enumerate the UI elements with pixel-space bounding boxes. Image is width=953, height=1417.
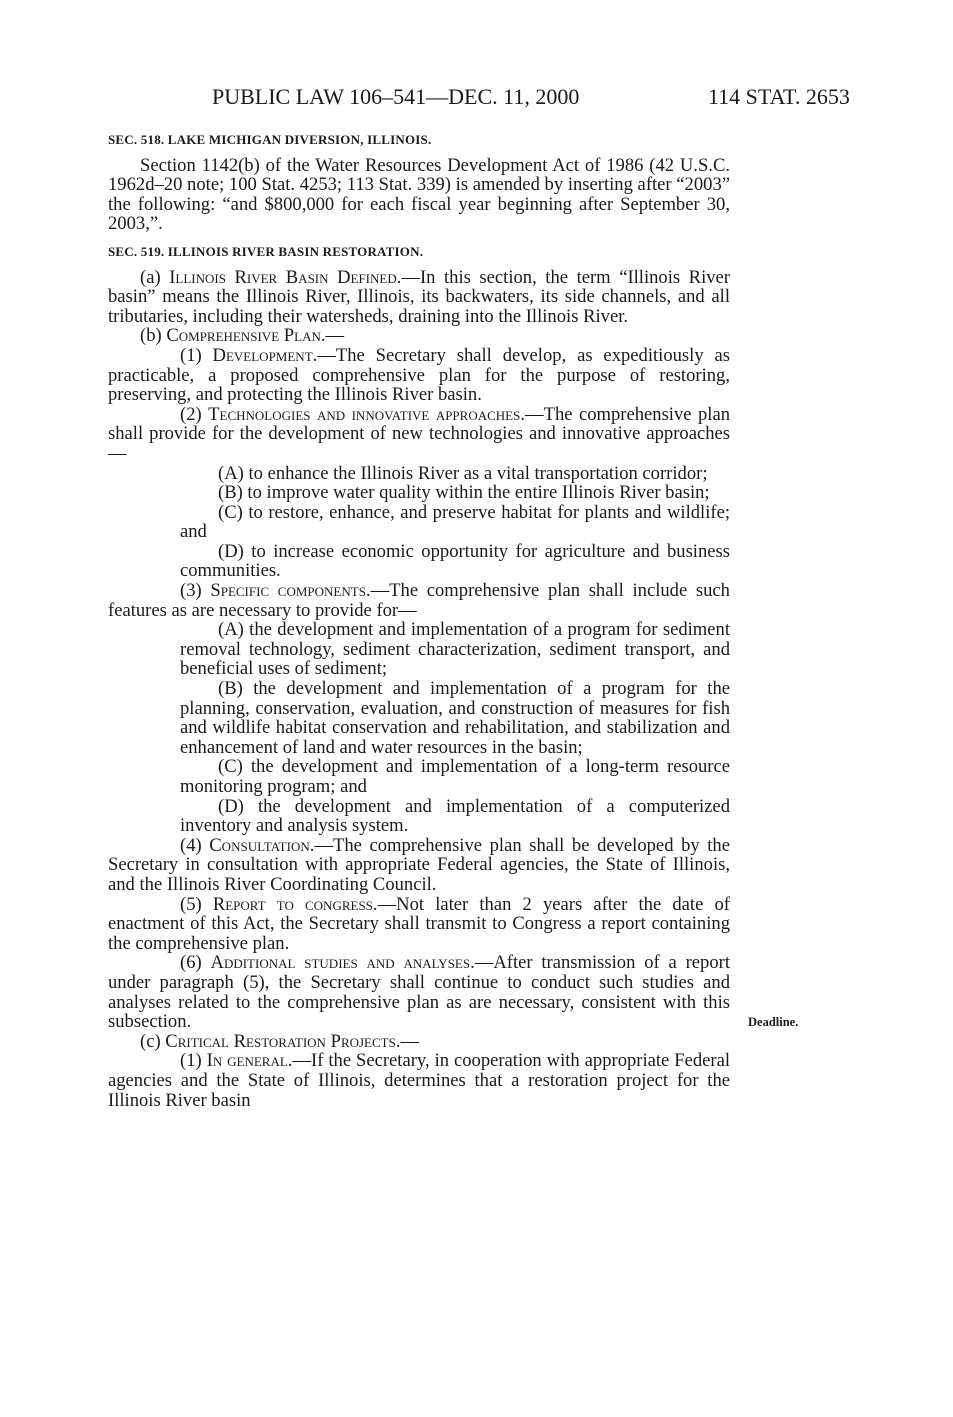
subsection-b-caption: Comprehensive Plan. [166,325,326,347]
clause-b2-b: (B) to improve water quality within the entire Illinois River basin; [218,482,710,504]
subsection-b-dash: — [325,325,345,347]
paragraph-b1-text: —The Secretary shall develop, as expeditiously as practicable, a proposed comprehensive plan for the purpose of restoring, preserving, and protecting the Illinois River basin. [108,344,730,406]
clause-b2-c: (C) to restore, enhance, and preserve habitat for plants and wildlife; and [180,501,730,543]
subsection-b-label: (b) [140,325,167,347]
paragraph-b4 [108,836,730,895]
paragraph-b5-caption: Report to congress. [212,893,378,915]
paragraph-b5 [108,895,730,954]
paragraph-c1 [108,1051,730,1110]
running-head-stat: 114 STAT. 2653 [708,84,850,109]
paragraph-b4-caption: Consultation. [209,834,315,856]
subsection-c-dash: — [400,1030,420,1052]
subsection-a-caption: Illinois River Basin Defined. [169,266,402,288]
paragraph-c1-caption: In general. [206,1050,293,1072]
clause-b3-b: (B) the development and implementation of a program for the planning, conservation, evaluation, and construction of measures for fish and wildlife habitat conservation and rehabilitation, and stabilization and enhancement of land and water resources in the basin; [180,678,730,758]
paragraph-b3 [108,581,730,620]
paragraph-b6-label: (6) [180,952,211,974]
clause-b2-d: (D) to increase economic opportunity for agriculture and business communities. [180,540,730,582]
clause-b3-d: (D) the development and implementation of a computerized inventory and analysis system. [180,795,730,837]
paragraph-b4-text: —The comprehensive plan shall be developed by the Secretary in consultation with appropriate Federal agencies, the State of Illinois, and the Illinois River Coordinating Council. [108,834,730,895]
paragraph-b2-text: —The comprehensive plan shall provide for the development of new technologies and innovative approaches— [108,403,730,464]
section-518-heading: SEC. 518. LAKE MICHIGAN DIVERSION, ILLINOIS. [108,132,432,147]
paragraph-c1-label: (1) [180,1050,207,1072]
paragraph-c1-text: —If the Secretary, in cooperation with appropriate Federal agencies and the State of Illinois, determines that a restoration project for the Illinois River basin [108,1050,730,1111]
clause-b3-a: (A) the development and implementation of a program for sediment removal technology, sediment characterization, sediment transport, and beneficial uses of sediment; [180,619,730,680]
paragraph-b1 [108,346,730,405]
paragraph-b2-label: (2) [180,403,209,425]
paragraph-b2-caption: Technologies and innovative approaches. [208,403,525,425]
subsection-a [108,268,730,327]
paragraph-b2 [108,405,730,464]
clause-b2-a: (A) to enhance the Illinois River as a vital transportation corridor; [218,462,708,484]
clause-b3-c: (C) the development and implementation of a long-term resource monitoring program; and [180,756,730,797]
paragraph-b6-text: —After transmission of a report under paragraph (5), the Secretary shall continue to conduct such studies and analyses related to the comprehensive plan as are necessary, consistent with this subsection. [108,952,730,1033]
paragraph-b6-caption: Additional studies and analyses. [210,952,475,974]
paragraph-b3-text: —The comprehensive plan shall include such features as are necessary to provide for— [108,580,730,621]
subsection-a-label: (a) [140,266,170,288]
paragraph-b3-caption: Specific components. [210,580,371,602]
paragraph-b5-label: (5) [180,893,213,915]
section-518-body: Section 1142(b) of the Water Resources Development Act of 1986 (42 U.S.C. 1962d–20 note; 100 Stat. 4253; 113 Stat. 339) is amended by inserting after “2003” the following: “and $800,000 for each fiscal year beginning after September 30, 2003,”. [108,154,730,235]
paragraph-b1-label: (1) [180,344,213,366]
subsection-a-text: —In this section, the term “Illinois River basin” means the Illinois River, Illinois, its backwaters, its side channels, and all tributaries, including their watersheds, draining into the Illinois River. [108,266,730,327]
running-head-title: PUBLIC LAW 106–541—DEC. 11, 2000 [212,84,580,109]
paragraph-b3-label: (3) [180,580,211,602]
subsection-b [108,326,730,346]
document-body [108,128,730,1110]
section-519-heading: SEC. 519. ILLINOIS RIVER BASIN RESTORATION. [108,243,424,259]
paragraph-b4-label: (4) [180,834,210,856]
subsection-c-caption: Critical Restoration Projects. [165,1030,401,1052]
paragraph-b5-text: —Not later than 2 years after the date of enactment of this Act, the Secretary shall transmit to Congress a report containing the comprehensive plan. [108,893,730,954]
subsection-c-label: (c) [140,1030,166,1052]
paragraph-b1-caption: Development. [212,344,318,366]
subsection-c [108,1032,730,1052]
margin-note-deadline: Deadline. [748,1015,799,1029]
paragraph-b6 [108,953,730,1031]
